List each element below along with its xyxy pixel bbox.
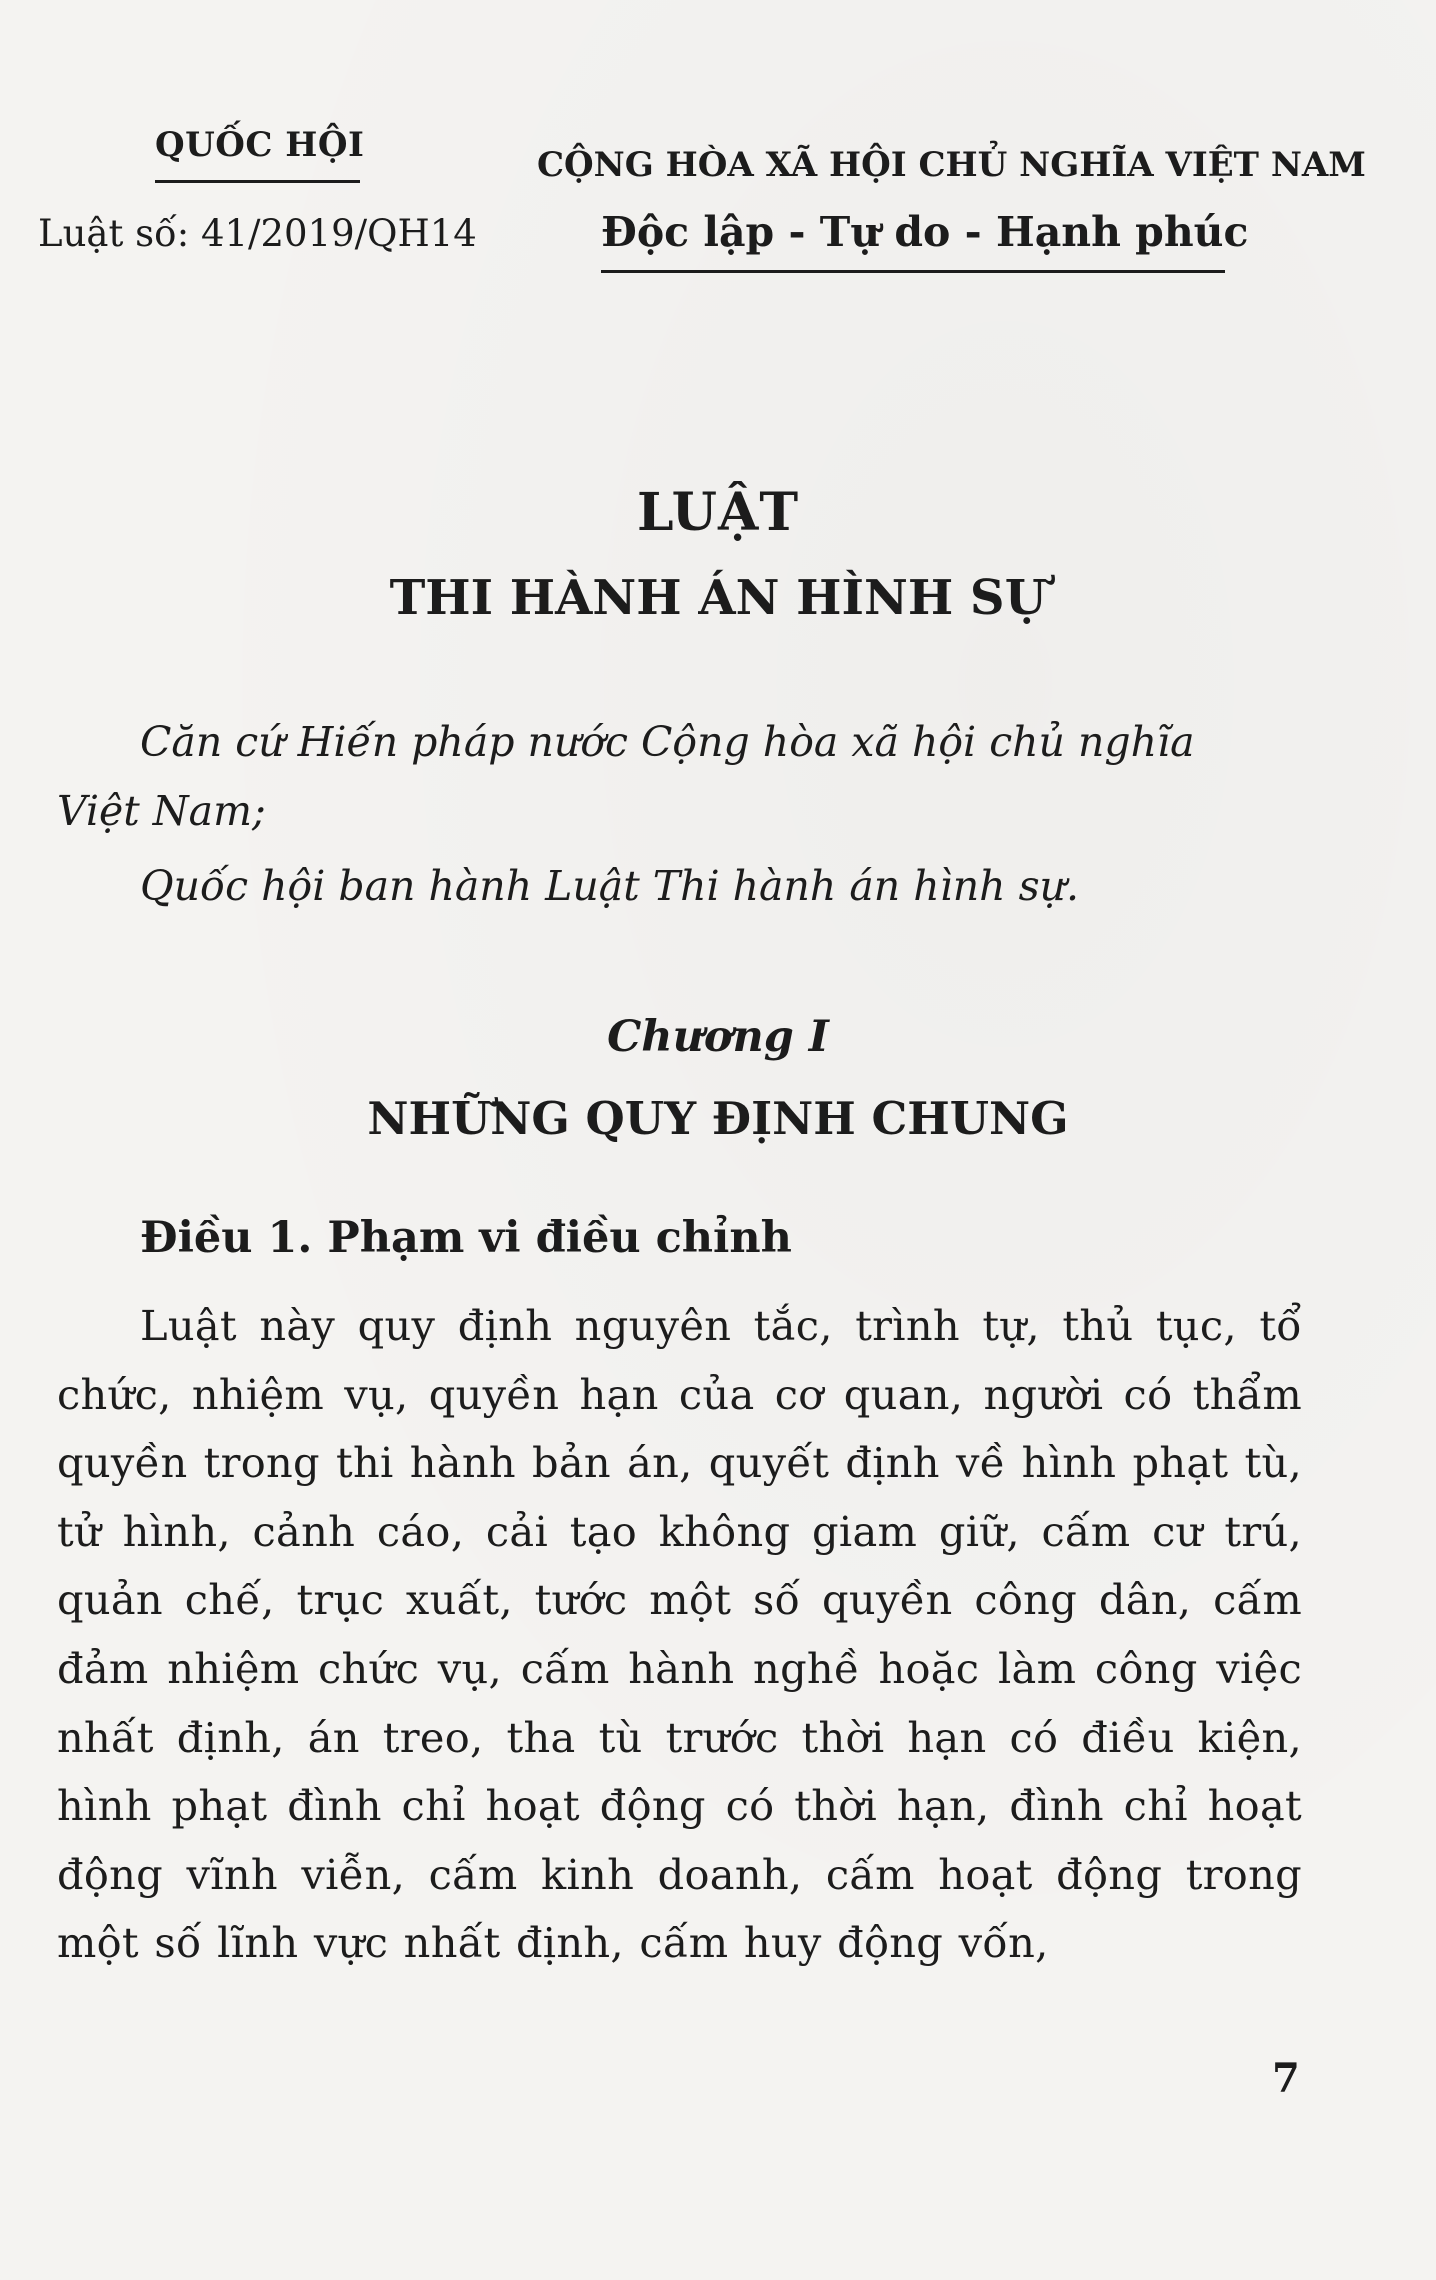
issuer-name: QUỐC HỘI (155, 125, 365, 165)
law-number: Luật số: 41/2019/QH14 (38, 212, 477, 255)
preamble-line-2: Việt Nam; (57, 787, 266, 835)
page-number: 7 (1272, 2055, 1300, 2102)
issuer-underline (155, 180, 360, 183)
document-subtitle: THI HÀNH ÁN HÌNH SỰ (389, 570, 1047, 626)
motto-underline (601, 270, 1225, 273)
chapter-title: NHỮNG QUY ĐỊNH CHUNG (367, 1092, 1069, 1145)
article-heading: Điều 1. Phạm vi điều chỉnh (140, 1213, 792, 1263)
preamble-line-3: Quốc hội ban hành Luật Thi hành án hình sự. (140, 862, 1080, 910)
chapter-number: Chương I (607, 1012, 829, 1062)
country-name: CỘNG HÒA XÃ HỘI CHỦ NGHĨA VIỆT NAM (537, 145, 1366, 185)
article-body: Luật này quy định nguyên tắc, trình tự, thủ tục, tổ chức, nhiệm vụ, quyền hạn của cơ quan, người có thẩm quyền trong thi hành bản án, quyết định về hình phạt tù, tử hình, cảnh cáo, cải tạo không giam giữ, cấm cư trú, quản chế, trục xuất, tước một số quyền công dân, cấm đảm nhiệm chức vụ, cấm hành nghề hoặc làm công việc nhất định, án treo, tha tù trước thời hạn có điều kiện, hình phạt đình chỉ hoạt động có thời hạn, đình chỉ hoạt động vĩnh viễn, cấm kinh doanh, cấm hoạt động trong một số lĩnh vực nhất định, cấm huy động vốn, (57, 1301, 1302, 1968)
document-title: LUẬT (636, 482, 800, 543)
national-motto: Độc lập - Tự do - Hạnh phúc (601, 208, 1249, 256)
preamble-line-1: Căn cứ Hiến pháp nước Cộng hòa xã hội chủ nghĩa (140, 718, 1195, 766)
